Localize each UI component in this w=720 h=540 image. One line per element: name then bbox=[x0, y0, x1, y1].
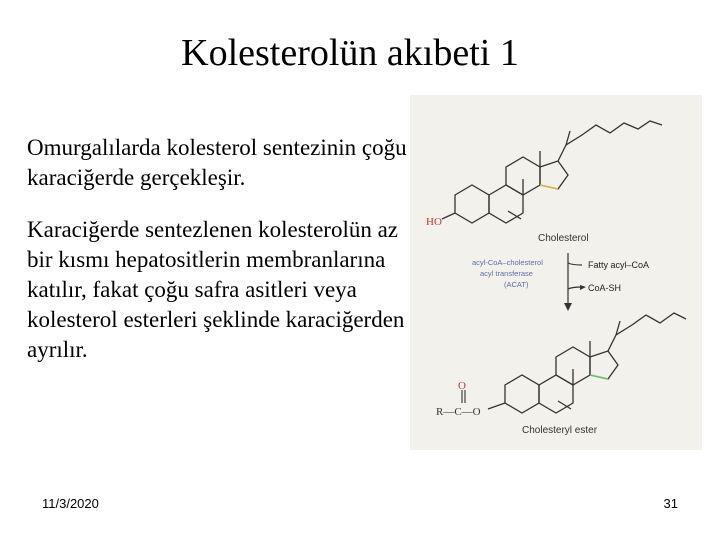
footer-date: 11/3/2020 bbox=[42, 496, 99, 511]
enzyme-label-3: (ACAT) bbox=[504, 280, 529, 289]
coa-sh-label: CoA-SH bbox=[588, 283, 622, 293]
slide-body bbox=[27, 133, 407, 387]
cholesterol-label: Cholesterol bbox=[538, 233, 589, 244]
highlight-bond-green bbox=[590, 375, 608, 379]
enzyme-label-1: acyl-CoA–cholesterol bbox=[472, 258, 543, 267]
ester-o-label: O bbox=[458, 380, 466, 392]
cholesterol-esterification-figure bbox=[410, 95, 702, 450]
fatty-acyl-coa-label: Fatty acyl–CoA bbox=[588, 260, 650, 270]
slide-title: Kolesterolün akıbeti 1 bbox=[181, 32, 519, 74]
ho-label: HO bbox=[426, 216, 442, 228]
cholesteryl-ester-label: Cholesteryl ester bbox=[522, 425, 598, 436]
paragraph-2: Karaciğerde sentezlenen kolesterolün az bir kısmı hepatositlerin membranlarına katılır, fakat çoğu safra asitleri veya kolesterol esterleri şeklinde karaciğerden ayrılır. bbox=[27, 217, 405, 362]
enzyme-label-2: acyl transferase bbox=[480, 269, 533, 278]
ester-r-label: R—C—O bbox=[436, 406, 481, 418]
highlight-bond bbox=[540, 185, 558, 189]
cholesterol-structure bbox=[455, 121, 662, 223]
paragraph-1: Omurgalılarda kolesterol sentezinin çoğu karaciğerde gerçekleşir. bbox=[27, 135, 407, 190]
cholesteryl-ester-structure bbox=[488, 313, 686, 413]
reaction-diagram bbox=[410, 95, 702, 450]
page-number: 31 bbox=[663, 496, 678, 511]
reaction-arrow bbox=[564, 253, 586, 311]
